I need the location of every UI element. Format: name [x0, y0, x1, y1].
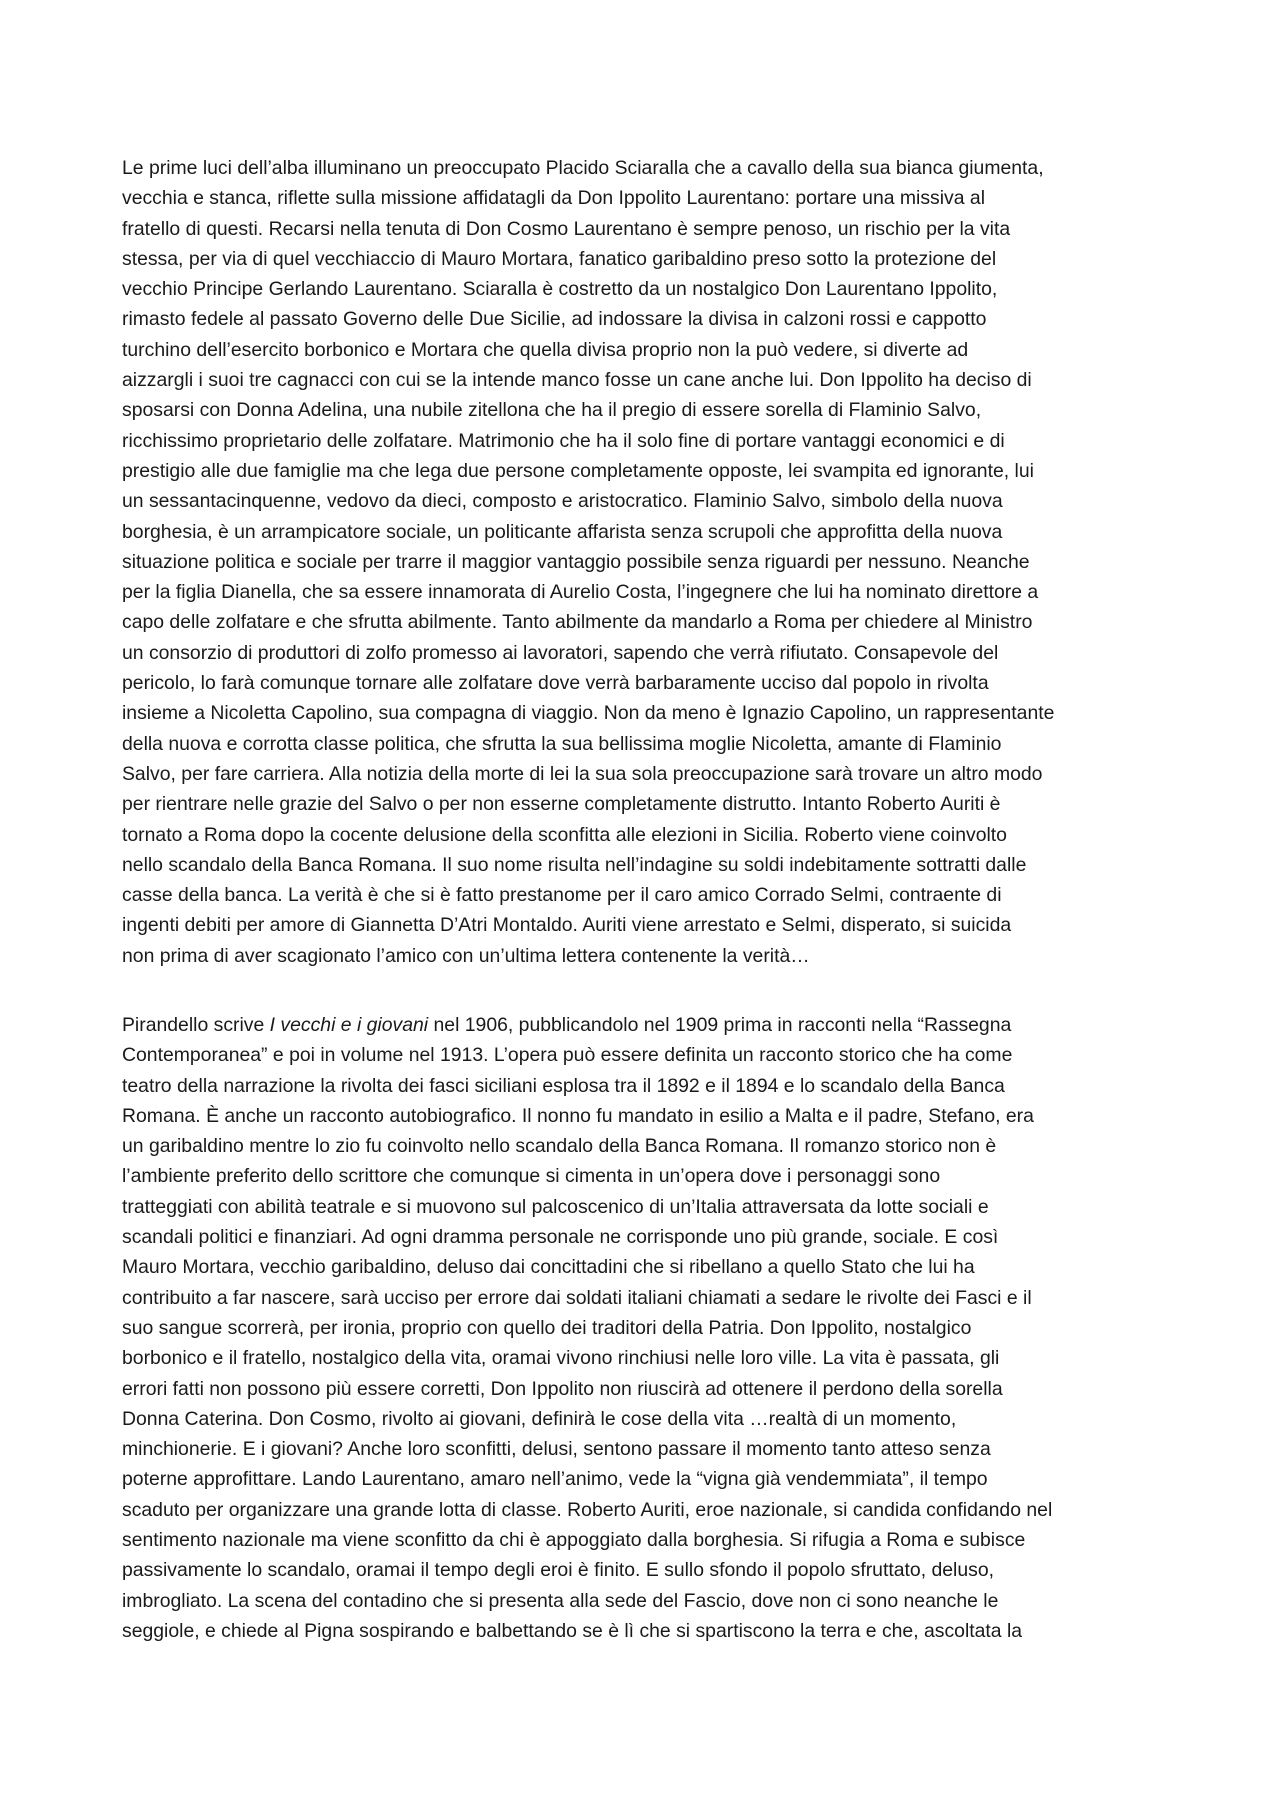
- text-line: fratello di questi. Recarsi nella tenuta di Don Cosmo Laurentano è sempre penoso, un rischio per la vita: [122, 217, 1011, 240]
- book-title: I vecchi e i giovani: [269, 1014, 429, 1036]
- text-line: vecchio Principe Gerlando Laurentano. Sciaralla è costretto da un nostalgico Don Laurentano Ippolito,: [122, 278, 998, 301]
- text-line: aizzargli i suoi tre cagnacci con cui se la intende manco fosse un cane anche lui. Don Ippolito ha deciso di: [122, 369, 1032, 392]
- text-line: scaduto per organizzare una grande lotta di classe. Roberto Auriti, eroe nazionale, si candida confidando nel: [122, 1498, 1053, 1521]
- text-line: pericolo, lo farà comunque tornare alle zolfatare dove verrà barbaramente ucciso dal popolo in rivolta: [122, 672, 989, 695]
- text-line: della nuova e corrotta classe politica, che sfrutta la sua bellissima moglie Nicoletta, amante di Flaminio: [122, 732, 1002, 755]
- text-line: Salvo, per fare carriera. Alla notizia della morte di lei la sua sola preoccupazione sarà trovare un altro modo: [122, 762, 1043, 785]
- text-line: vecchia e stanca, riflette sulla missione affidatagli da Don Ippolito Laurentano: portare una missiva al: [122, 187, 986, 210]
- text-line: per rientrare nelle grazie del Salvo o per non esserne completamente distrutto. Intanto Roberto Auriti è: [122, 793, 1001, 816]
- text-line: imbrogliato. La scena del contadino che si presenta alla sede del Fascio, dove non ci sono neanche le: [122, 1589, 999, 1612]
- text-line: passivamente lo scandalo, oramai il tempo degli eroi è finito. E sullo sfondo il popolo sfruttato, deluso,: [122, 1559, 994, 1582]
- text-line: poterne approfittare. Lando Laurentano, amaro nell’animo, vede la “vigna già vendemmiata”, il tempo: [122, 1468, 988, 1491]
- text-run: nel 1906, pubblicandolo nel 1909 prima in racconti nella “Rassegna: [428, 1014, 1012, 1036]
- text-line: un garibaldino mentre lo zio fu coinvolto nello scandalo della Banca Romana. Il romanzo storico non è: [122, 1135, 997, 1158]
- text-line: situazione politica e sociale per trarre il maggior vantaggio possibile senza riguardi per nessuno. Neanche: [122, 550, 1030, 573]
- text-run: Pirandello scrive: [122, 1014, 270, 1036]
- text-line: tratteggiati con abilità teatrale e si muovono sul palcoscenico di un’Italia attraversata da lotte sociali e: [122, 1195, 989, 1218]
- text-line: insieme a Nicoletta Capolino, sua compagna di viaggio. Non da meno è Ignazio Capolino, un rappresentante: [122, 702, 1055, 725]
- text-line: errori fatti non possono più essere corretti, Don Ippolito non riuscirà ad ottenere il perdono della sorella: [122, 1377, 1003, 1400]
- text-line: ricchissimo proprietario delle zolfatare. Matrimonio che ha il solo fine di portare vantaggi economici e di: [122, 429, 1005, 452]
- text-line: seggiole, e chiede al Pigna sospirando e balbettando se è lì che si spartiscono la terra e che, ascoltata la: [122, 1619, 1023, 1642]
- text-line: Le prime luci dell’alba illuminano un preoccupato Placido Sciaralla che a cavallo della sua bianca giumenta,: [122, 157, 1044, 179]
- text-line: scandali politici e finanziari. Ad ogni dramma personale ne corrisponde uno più grande, sociale. E così: [122, 1226, 999, 1249]
- text-line: contribuito a far nascere, sarà ucciso per errore dai soldati italiani chiamati a sedare le rivolte dei Fasci e il: [122, 1286, 1032, 1309]
- text-line: prestigio alle due famiglie ma che lega due persone completamente opposte, lei svampita ed ignorante, lui: [122, 459, 1034, 482]
- text-line: rimasto fedele al passato Governo delle Due Sicilie, ad indossare la divisa in calzoni rossi e cappotto: [122, 308, 987, 331]
- text-line-with-title: [122, 1010, 1168, 1040]
- text-line: stessa, per via di quel vecchiaccio di Mauro Mortara, fanatico garibaldino preso sotto la protezione del: [122, 247, 997, 270]
- text-line: Mauro Mortara, vecchio garibaldino, deluso dai concittadini che si ribellano a quello Stato che lui ha: [122, 1256, 975, 1279]
- text-line: borbonico e il fratello, nostalgico della vita, oramai vivono rinchiusi nelle loro ville. La vita è passata, gli: [122, 1347, 1000, 1370]
- paragraph-plot-summary: [122, 153, 1168, 971]
- text-line: teatro della narrazione la rivolta dei fasci siciliani esplosa tra il 1892 e il 1894 e lo scandalo della Banca: [122, 1074, 1005, 1097]
- text-line: per la figlia Dianella, che sa essere innamorata di Aurelio Costa, l’ingegnere che lui ha nominato direttore a: [122, 581, 1039, 604]
- text-line: ingenti debiti per amore di Giannetta D’Atri Montaldo. Auriti viene arrestato e Selmi, disperato, si suicida: [122, 914, 1012, 937]
- paragraph-commentary: [122, 1010, 1168, 1646]
- text-line: sentimento nazionale ma viene sconfitto da chi è appoggiato dalla borghesia. Si rifugia a Roma e subisce: [122, 1529, 1026, 1552]
- text-line: borghesia, è un arrampicatore sociale, un politicante affarista senza scrupoli che approfitta della nuova: [122, 520, 1003, 543]
- text-line: l’ambiente preferito dello scrittore che comunque si cimenta in un’opera dove i personaggi sono: [122, 1165, 941, 1188]
- text-line: un consorzio di produttori di zolfo promesso ai lavoratori, sapendo che verrà rifiutato. Consapevole del: [122, 641, 999, 664]
- text-line: capo delle zolfatare e che sfrutta abilmente. Tanto abilmente da mandarlo a Roma per chiedere al Ministro: [122, 611, 1033, 634]
- text-line: Contemporanea” e poi in volume nel 1913. L’opera può essere definita un racconto storico che ha come: [122, 1044, 1013, 1067]
- text-line: minchionerie. E i giovani? Anche loro sconfitti, delusi, sentono passare il momento tanto atteso senza: [122, 1438, 991, 1461]
- text-line: Donna Caterina. Don Cosmo, rivolto ai giovani, definirà le cose della vita …realtà di un momento,: [122, 1407, 957, 1430]
- text-line: nello scandalo della Banca Romana. Il suo nome risulta nell’indagine su soldi indebitamente sottratti dalle: [122, 853, 1027, 876]
- text-line: suo sangue scorrerà, per ironia, proprio con quello dei traditori della Patria. Don Ippolito, nostalgico: [122, 1316, 972, 1339]
- text-line: un sessantacinquenne, vedovo da dieci, composto e aristocratico. Flaminio Salvo, simbolo della nuova: [122, 490, 1003, 513]
- text-line: tornato a Roma dopo la cocente delusione della sconfitta alle elezioni in Sicilia. Roberto viene coinvolto: [122, 823, 1007, 846]
- text-line: sposarsi con Donna Adelina, una nubile zitellona che ha il pregio di essere sorella di Flaminio Salvo,: [122, 399, 982, 422]
- text-line: turchino dell’esercito borbonico e Mortara che quella divisa proprio non la può vedere, si diverte ad: [122, 338, 969, 361]
- text-line: non prima di aver scagionato l’amico con un’ultima lettera contenente la verità…: [122, 944, 810, 967]
- text-line: casse della banca. La verità è che si è fatto prestanome per il caro amico Corrado Selmi, contraente di: [122, 884, 1002, 907]
- text-line: Romana. È anche un racconto autobiografico. Il nonno fu mandato in esilio a Malta e il padre, Stefano, era: [122, 1104, 1034, 1127]
